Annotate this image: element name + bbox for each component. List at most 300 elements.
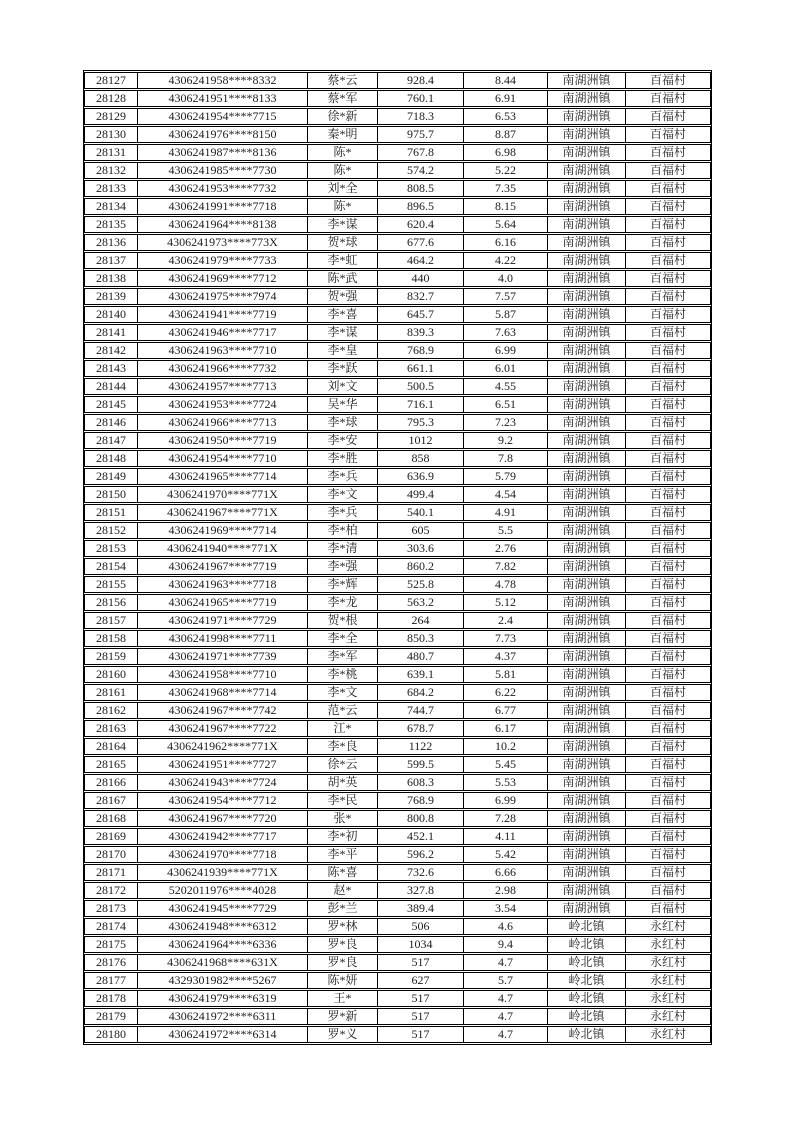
cell-rate: 6.51: [464, 396, 548, 413]
cell-rate: 6.17: [464, 720, 548, 737]
cell-amount: 645.7: [378, 306, 464, 323]
cell-name: 张*: [308, 810, 378, 827]
cell-rate: 4.54: [464, 486, 548, 503]
cell-village: 百福村: [626, 396, 711, 413]
cell-amount: 677.6: [378, 234, 464, 251]
cell-id-number: 4306241971****7739: [138, 648, 308, 665]
cell-row-number: 28176: [84, 954, 138, 971]
cell-rate: 7.8: [464, 450, 548, 467]
cell-rate: 2.4: [464, 612, 548, 629]
cell-name: 李*龙: [308, 594, 378, 611]
cell-id-number: 5202011976****4028: [138, 882, 308, 899]
cell-amount: 732.6: [378, 864, 464, 881]
cell-name: 刘*文: [308, 378, 378, 395]
cell-amount: 264: [378, 612, 464, 629]
cell-id-number: 4306241967****7719: [138, 558, 308, 575]
cell-rate: 9.4: [464, 936, 548, 953]
cell-row-number: 28160: [84, 666, 138, 683]
cell-town: 南湖洲镇: [548, 270, 626, 287]
cell-rate: 4.91: [464, 504, 548, 521]
cell-rate: 4.6: [464, 918, 548, 935]
cell-amount: 596.2: [378, 846, 464, 863]
cell-name: 李*初: [308, 828, 378, 845]
cell-name: 李*文: [308, 684, 378, 701]
table-row: [84, 324, 711, 341]
cell-town: 岭北镇: [548, 954, 626, 971]
cell-amount: 684.2: [378, 684, 464, 701]
cell-village: 百福村: [626, 774, 711, 791]
cell-town: 南湖洲镇: [548, 396, 626, 413]
cell-row-number: 28166: [84, 774, 138, 791]
cell-village: 百福村: [626, 378, 711, 395]
cell-rate: 10.2: [464, 738, 548, 755]
cell-village: 永红村: [626, 918, 711, 935]
cell-rate: 5.45: [464, 756, 548, 773]
cell-rate: 4.7: [464, 990, 548, 1007]
cell-name: 李*军: [308, 648, 378, 665]
cell-rate: 7.57: [464, 288, 548, 305]
cell-id-number: 4306241941****7719: [138, 306, 308, 323]
cell-rate: 4.7: [464, 1008, 548, 1025]
cell-row-number: 28167: [84, 792, 138, 809]
cell-amount: 896.5: [378, 198, 464, 215]
cell-amount: 525.8: [378, 576, 464, 593]
cell-amount: 768.9: [378, 792, 464, 809]
cell-amount: 767.8: [378, 144, 464, 161]
cell-name: 李*清: [308, 540, 378, 557]
cell-amount: 975.7: [378, 126, 464, 143]
cell-id-number: 4306241958****8332: [138, 72, 308, 89]
cell-name: 李*柏: [308, 522, 378, 539]
cell-village: 百福村: [626, 162, 711, 179]
cell-id-number: 4306241966****7732: [138, 360, 308, 377]
cell-row-number: 28170: [84, 846, 138, 863]
cell-id-number: 4306241943****7724: [138, 774, 308, 791]
cell-town: 南湖洲镇: [548, 216, 626, 233]
table-row: [84, 432, 711, 449]
cell-town: 岭北镇: [548, 990, 626, 1007]
table-body: [84, 72, 711, 1043]
cell-amount: 452.1: [378, 828, 464, 845]
cell-name: 李*球: [308, 414, 378, 431]
cell-id-number: 4306241953****7732: [138, 180, 308, 197]
cell-amount: 639.1: [378, 666, 464, 683]
cell-village: 百福村: [626, 810, 711, 827]
cell-id-number: 4306241970****7718: [138, 846, 308, 863]
cell-row-number: 28162: [84, 702, 138, 719]
cell-amount: 627: [378, 972, 464, 989]
cell-name: 李*平: [308, 846, 378, 863]
cell-town: 南湖洲镇: [548, 882, 626, 899]
table-row: [84, 126, 711, 143]
cell-town: 南湖洲镇: [548, 180, 626, 197]
cell-rate: 4.7: [464, 1026, 548, 1043]
cell-row-number: 28155: [84, 576, 138, 593]
cell-amount: 832.7: [378, 288, 464, 305]
cell-village: 百福村: [626, 414, 711, 431]
cell-row-number: 28157: [84, 612, 138, 629]
cell-village: 百福村: [626, 540, 711, 557]
cell-rate: 5.81: [464, 666, 548, 683]
cell-town: 南湖洲镇: [548, 324, 626, 341]
cell-rate: 7.63: [464, 324, 548, 341]
cell-id-number: 4306241967****7742: [138, 702, 308, 719]
cell-rate: 4.78: [464, 576, 548, 593]
cell-village: 百福村: [626, 486, 711, 503]
cell-name: 李*桃: [308, 666, 378, 683]
cell-row-number: 28150: [84, 486, 138, 503]
cell-amount: 718.3: [378, 108, 464, 125]
table-row: [84, 666, 711, 683]
table-row: [84, 612, 711, 629]
cell-town: 南湖洲镇: [548, 360, 626, 377]
cell-id-number: 4306241953****7724: [138, 396, 308, 413]
cell-id-number: 4306241942****7717: [138, 828, 308, 845]
cell-rate: 8.44: [464, 72, 548, 89]
cell-id-number: 4306241970****771X: [138, 486, 308, 503]
cell-amount: 795.3: [378, 414, 464, 431]
cell-row-number: 28127: [84, 72, 138, 89]
cell-id-number: 4306241965****7714: [138, 468, 308, 485]
cell-amount: 760.1: [378, 90, 464, 107]
cell-id-number: 4306241946****7717: [138, 324, 308, 341]
cell-town: 南湖洲镇: [548, 720, 626, 737]
cell-name: 陈*: [308, 162, 378, 179]
cell-id-number: 4306241973****773X: [138, 234, 308, 251]
cell-town: 南湖洲镇: [548, 648, 626, 665]
cell-amount: 506: [378, 918, 464, 935]
table-row: [84, 954, 711, 971]
cell-row-number: 28146: [84, 414, 138, 431]
cell-rate: 2.98: [464, 882, 548, 899]
cell-rate: 6.99: [464, 792, 548, 809]
cell-village: 百福村: [626, 216, 711, 233]
cell-town: 南湖洲镇: [548, 378, 626, 395]
cell-village: 百福村: [626, 234, 711, 251]
cell-amount: 1012: [378, 432, 464, 449]
cell-rate: 6.99: [464, 342, 548, 359]
cell-name: 李*跃: [308, 360, 378, 377]
cell-name: 吴*华: [308, 396, 378, 413]
cell-name: 蔡*云: [308, 72, 378, 89]
cell-name: 李*文: [308, 486, 378, 503]
cell-town: 南湖洲镇: [548, 72, 626, 89]
cell-row-number: 28158: [84, 630, 138, 647]
table-row: [84, 306, 711, 323]
cell-village: 百福村: [626, 576, 711, 593]
cell-village: 百福村: [626, 630, 711, 647]
cell-name: 李*兵: [308, 504, 378, 521]
cell-row-number: 28144: [84, 378, 138, 395]
cell-town: 南湖洲镇: [548, 252, 626, 269]
cell-amount: 540.1: [378, 504, 464, 521]
table-row: [84, 288, 711, 305]
cell-amount: 858: [378, 450, 464, 467]
cell-town: 南湖洲镇: [548, 306, 626, 323]
cell-village: 百福村: [626, 144, 711, 161]
cell-amount: 860.2: [378, 558, 464, 575]
table-row: [84, 378, 711, 395]
cell-village: 百福村: [626, 522, 711, 539]
cell-village: 百福村: [626, 900, 711, 917]
cell-village: 百福村: [626, 792, 711, 809]
cell-town: 南湖洲镇: [548, 234, 626, 251]
table-row: [84, 972, 711, 989]
cell-rate: 6.16: [464, 234, 548, 251]
cell-id-number: 4306241968****631X: [138, 954, 308, 971]
table-row: [84, 180, 711, 197]
cell-rate: 5.12: [464, 594, 548, 611]
cell-name: 江*: [308, 720, 378, 737]
table-row: [84, 558, 711, 575]
cell-id-number: 4306241998****7711: [138, 630, 308, 647]
cell-row-number: 28147: [84, 432, 138, 449]
cell-village: 百福村: [626, 882, 711, 899]
cell-name: 贺*根: [308, 612, 378, 629]
cell-village: 百福村: [626, 126, 711, 143]
cell-name: 李*皇: [308, 342, 378, 359]
cell-row-number: 28179: [84, 1008, 138, 1025]
cell-amount: 574.2: [378, 162, 464, 179]
cell-id-number: 4306241979****7733: [138, 252, 308, 269]
table-row: [84, 198, 711, 215]
cell-rate: 7.23: [464, 414, 548, 431]
cell-rate: 7.35: [464, 180, 548, 197]
table-row: [84, 90, 711, 107]
cell-name: 罗*义: [308, 1026, 378, 1043]
cell-village: 永红村: [626, 990, 711, 1007]
cell-town: 南湖洲镇: [548, 612, 626, 629]
cell-name: 赵*: [308, 882, 378, 899]
cell-id-number: 4306241971****7729: [138, 612, 308, 629]
cell-village: 百福村: [626, 90, 711, 107]
cell-name: 范*云: [308, 702, 378, 719]
cell-amount: 800.8: [378, 810, 464, 827]
table-row: [84, 882, 711, 899]
cell-rate: 6.22: [464, 684, 548, 701]
cell-village: 百福村: [626, 648, 711, 665]
cell-row-number: 28151: [84, 504, 138, 521]
cell-amount: 599.5: [378, 756, 464, 773]
cell-id-number: 4306241954****7715: [138, 108, 308, 125]
table-row: [84, 162, 711, 179]
cell-name: 罗*良: [308, 936, 378, 953]
cell-town: 南湖洲镇: [548, 342, 626, 359]
table-row: [84, 486, 711, 503]
cell-village: 百福村: [626, 324, 711, 341]
table-row: [84, 990, 711, 1007]
cell-id-number: 4306241940****771X: [138, 540, 308, 557]
cell-town: 南湖洲镇: [548, 504, 626, 521]
cell-row-number: 28139: [84, 288, 138, 305]
cell-amount: 744.7: [378, 702, 464, 719]
cell-amount: 500.5: [378, 378, 464, 395]
cell-id-number: 4306241945****7729: [138, 900, 308, 917]
cell-row-number: 28132: [84, 162, 138, 179]
cell-row-number: 28135: [84, 216, 138, 233]
cell-amount: 636.9: [378, 468, 464, 485]
cell-town: 南湖洲镇: [548, 810, 626, 827]
table-row: [84, 522, 711, 539]
cell-id-number: 4306241966****7713: [138, 414, 308, 431]
cell-name: 李*虹: [308, 252, 378, 269]
cell-village: 百福村: [626, 702, 711, 719]
cell-name: 李*兵: [308, 468, 378, 485]
cell-rate: 7.73: [464, 630, 548, 647]
cell-town: 南湖洲镇: [548, 450, 626, 467]
cell-village: 百福村: [626, 594, 711, 611]
cell-town: 南湖洲镇: [548, 540, 626, 557]
table-row: [84, 360, 711, 377]
cell-row-number: 28163: [84, 720, 138, 737]
cell-amount: 303.6: [378, 540, 464, 557]
cell-town: 岭北镇: [548, 1026, 626, 1043]
cell-rate: 5.64: [464, 216, 548, 233]
cell-town: 南湖洲镇: [548, 702, 626, 719]
cell-rate: 6.66: [464, 864, 548, 881]
cell-rate: 2.76: [464, 540, 548, 557]
cell-row-number: 28148: [84, 450, 138, 467]
cell-town: 南湖洲镇: [548, 198, 626, 215]
cell-id-number: 4306241972****6311: [138, 1008, 308, 1025]
cell-rate: 9.2: [464, 432, 548, 449]
cell-town: 南湖洲镇: [548, 738, 626, 755]
cell-town: 南湖洲镇: [548, 630, 626, 647]
cell-row-number: 28134: [84, 198, 138, 215]
cell-row-number: 28143: [84, 360, 138, 377]
cell-id-number: 4306241964****8138: [138, 216, 308, 233]
cell-row-number: 28171: [84, 864, 138, 881]
cell-village: 百福村: [626, 666, 711, 683]
table-row: [84, 810, 711, 827]
cell-amount: 608.3: [378, 774, 464, 791]
table-row: [84, 216, 711, 233]
cell-rate: 5.79: [464, 468, 548, 485]
table-row: [84, 594, 711, 611]
cell-row-number: 28172: [84, 882, 138, 899]
cell-row-number: 28142: [84, 342, 138, 359]
cell-row-number: 28153: [84, 540, 138, 557]
cell-row-number: 28168: [84, 810, 138, 827]
cell-row-number: 28138: [84, 270, 138, 287]
cell-row-number: 28149: [84, 468, 138, 485]
table-row: [84, 342, 711, 359]
table-row: [84, 270, 711, 287]
table-row: [84, 738, 711, 755]
cell-rate: 6.91: [464, 90, 548, 107]
cell-id-number: 4306241957****7713: [138, 378, 308, 395]
cell-amount: 839.3: [378, 324, 464, 341]
cell-amount: 928.4: [378, 72, 464, 89]
cell-name: 胡*英: [308, 774, 378, 791]
cell-id-number: 4306241964****6336: [138, 936, 308, 953]
cell-id-number: 4306241958****7710: [138, 666, 308, 683]
cell-village: 百福村: [626, 270, 711, 287]
cell-name: 陈*: [308, 198, 378, 215]
cell-village: 百福村: [626, 468, 711, 485]
cell-name: 李*谋: [308, 324, 378, 341]
cell-id-number: 4306241962****771X: [138, 738, 308, 755]
cell-village: 百福村: [626, 180, 711, 197]
cell-id-number: 4306241985****7730: [138, 162, 308, 179]
table-row: [84, 900, 711, 917]
cell-amount: 661.1: [378, 360, 464, 377]
cell-name: 罗*林: [308, 918, 378, 935]
cell-row-number: 28177: [84, 972, 138, 989]
cell-row-number: 28175: [84, 936, 138, 953]
cell-village: 百福村: [626, 612, 711, 629]
cell-rate: 4.11: [464, 828, 548, 845]
cell-id-number: 4306241976****8150: [138, 126, 308, 143]
cell-town: 南湖洲镇: [548, 162, 626, 179]
cell-amount: 605: [378, 522, 464, 539]
cell-amount: 517: [378, 990, 464, 1007]
cell-rate: 8.15: [464, 198, 548, 215]
cell-name: 李*强: [308, 558, 378, 575]
cell-name: 贺*强: [308, 288, 378, 305]
cell-rate: 5.53: [464, 774, 548, 791]
cell-id-number: 4306241963****7718: [138, 576, 308, 593]
cell-row-number: 28164: [84, 738, 138, 755]
table-row: [84, 414, 711, 431]
cell-town: 岭北镇: [548, 972, 626, 989]
cell-id-number: 4306241979****6319: [138, 990, 308, 1007]
cell-row-number: 28145: [84, 396, 138, 413]
cell-id-number: 4306241954****7712: [138, 792, 308, 809]
cell-name: 陈*武: [308, 270, 378, 287]
cell-amount: 389.4: [378, 900, 464, 917]
cell-row-number: 28180: [84, 1026, 138, 1043]
cell-village: 百福村: [626, 198, 711, 215]
cell-id-number: 4306241972****6314: [138, 1026, 308, 1043]
cell-town: 南湖洲镇: [548, 900, 626, 917]
cell-name: 罗*新: [308, 1008, 378, 1025]
cell-rate: 4.55: [464, 378, 548, 395]
cell-amount: 517: [378, 1026, 464, 1043]
cell-row-number: 28154: [84, 558, 138, 575]
cell-row-number: 28137: [84, 252, 138, 269]
cell-village: 百福村: [626, 846, 711, 863]
table-row: [84, 648, 711, 665]
cell-village: 百福村: [626, 360, 711, 377]
table-row: [84, 1026, 711, 1043]
cell-id-number: 4306241968****7714: [138, 684, 308, 701]
table-row: [84, 144, 711, 161]
cell-rate: 4.0: [464, 270, 548, 287]
cell-id-number: 4306241975****7974: [138, 288, 308, 305]
cell-name: 秦*明: [308, 126, 378, 143]
table-row: [84, 774, 711, 791]
cell-town: 岭北镇: [548, 918, 626, 935]
cell-row-number: 28140: [84, 306, 138, 323]
cell-town: 南湖洲镇: [548, 126, 626, 143]
table-row: [84, 1008, 711, 1025]
table-row: [84, 504, 711, 521]
cell-name: 李*喜: [308, 306, 378, 323]
table-row: [84, 846, 711, 863]
cell-id-number: 4306241987****8136: [138, 144, 308, 161]
cell-rate: 5.87: [464, 306, 548, 323]
cell-row-number: 28128: [84, 90, 138, 107]
cell-id-number: 4306241963****7710: [138, 342, 308, 359]
cell-village: 百福村: [626, 756, 711, 773]
cell-village: 百福村: [626, 288, 711, 305]
table-row: [84, 540, 711, 557]
cell-village: 永红村: [626, 1008, 711, 1025]
cell-row-number: 28178: [84, 990, 138, 1007]
cell-rate: 8.87: [464, 126, 548, 143]
cell-row-number: 28152: [84, 522, 138, 539]
